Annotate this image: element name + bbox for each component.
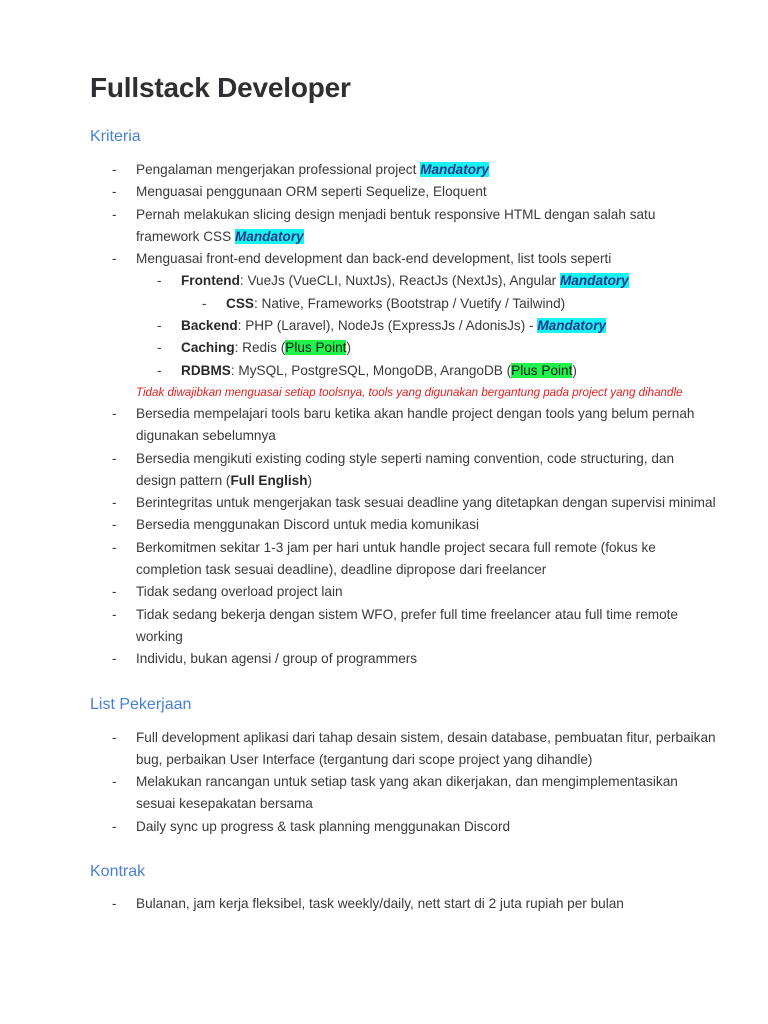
- list-item-backend: [90, 315, 716, 337]
- item-text: Pernah melakukan slicing design menjadi bentuk responsive HTML dengan salah satu framework CSS: [136, 206, 656, 244]
- section-heading-kontrak: Kontrak: [90, 863, 146, 881]
- section-heading-kriteria: Kriteria: [90, 128, 141, 145]
- list-item: - Menguasai front-end development dan back-end development, list tools seperti: [90, 248, 716, 270]
- list-item: [90, 204, 716, 249]
- list-item-frontend: [90, 270, 716, 292]
- mandatory-badge: Mandatory: [537, 318, 607, 334]
- item-text: ): [572, 362, 577, 378]
- list-item: - Individu, bukan agensi / group of programmers: [90, 648, 716, 670]
- list-item: - Full development aplikasi dari tahap desain sistem, desain database, pembuatan fitur, perbaikan bug, perbaikan User Interface (tergantung dari scope project yang dihandle): [90, 727, 716, 772]
- list-item: - Tidak sedang overload project lain: [90, 581, 716, 603]
- item-label: Frontend: [181, 273, 240, 289]
- pekerjaan-list: [90, 727, 716, 838]
- plus-point-badge: Plus Point: [285, 340, 347, 356]
- list-item: - Bersedia mempelajari tools baru ketika akan handle project dengan tools yang belum pernah digunakan sebelumnya: [90, 403, 716, 448]
- item-text: Pengalaman mengerjakan professional project: [136, 162, 421, 177]
- tools-note: Tidak diwajibkan menguasai setiap toolsnya, tools yang digunakan bergantung pada project yang dihandle: [136, 385, 683, 399]
- item-text: ): [346, 340, 351, 356]
- list-item: - Menguasai penggunaan ORM seperti Sequelize, Eloquent: [90, 181, 716, 203]
- kriteria-list-continued: [90, 403, 716, 671]
- kontrak-list: [90, 893, 716, 915]
- list-item-rdbms: [90, 360, 716, 382]
- list-item: - Berintegritas untuk mengerjakan task sesuai deadline yang ditetapkan dengan supervisi minimal: [90, 492, 716, 514]
- item-label: RDBMS: [181, 362, 231, 378]
- list-item-caching: [90, 337, 716, 359]
- list-item: [90, 159, 716, 181]
- item-label: Backend: [181, 318, 238, 334]
- page-title: Fullstack Developer: [90, 72, 351, 103]
- item-text: : PHP (Laravel), NodeJs (ExpressJs / AdonisJs) -: [237, 318, 538, 334]
- item-label: Caching: [181, 340, 235, 356]
- item-text: : VueJs (VueCLI, NuxtJs), ReactJs (NextJs), Angular: [239, 273, 560, 289]
- list-item: - Bersedia menggunakan Discord untuk media komunikasi: [90, 514, 716, 536]
- list-item: - Melakukan rancangan untuk setiap task yang akan dikerjakan, dan mengimplementasikan sesuai kesepakatan bersama: [90, 771, 716, 816]
- item-text: ): [307, 472, 313, 488]
- mandatory-badge: Mandatory: [559, 273, 629, 289]
- item-text: Bersedia mengikuti existing coding style seperti naming convention, code structuring, dan design pattern (: [136, 450, 675, 488]
- item-text: : Redis (: [234, 340, 286, 356]
- item-bold-text: Full English: [230, 472, 308, 488]
- list-item: - Berkomitmen sekitar 1-3 jam per hari untuk handle project secara full remote (fokus ke completion task sesuai deadline), deadline dipropose dari freelancer: [90, 537, 716, 582]
- item-text: : Native, Frameworks (Bootstrap / Vuetify / Tailwind): [253, 295, 566, 311]
- list-item: - Tidak sedang bekerja dengan sistem WFO, prefer full time freelancer atau full time remote working: [90, 604, 716, 649]
- list-item: - Daily sync up progress & task planning menggunakan Discord: [90, 816, 716, 838]
- list-item: [90, 448, 716, 493]
- plus-point-badge: Plus Point: [511, 362, 573, 378]
- list-item: - Bulanan, jam kerja fleksibel, task weekly/daily, nett start di 2 juta rupiah per bulan: [90, 893, 716, 915]
- list-item-css: [90, 293, 716, 315]
- item-text: : MySQL, PostgreSQL, MongoDB, ArangoDB (: [230, 362, 512, 378]
- item-label: CSS: [226, 295, 254, 311]
- section-heading-list-pekerjaan: List Pekerjaan: [90, 695, 192, 713]
- kriteria-list: [90, 159, 716, 382]
- mandatory-badge: Mandatory: [420, 162, 489, 177]
- mandatory-badge: Mandatory: [234, 228, 304, 244]
